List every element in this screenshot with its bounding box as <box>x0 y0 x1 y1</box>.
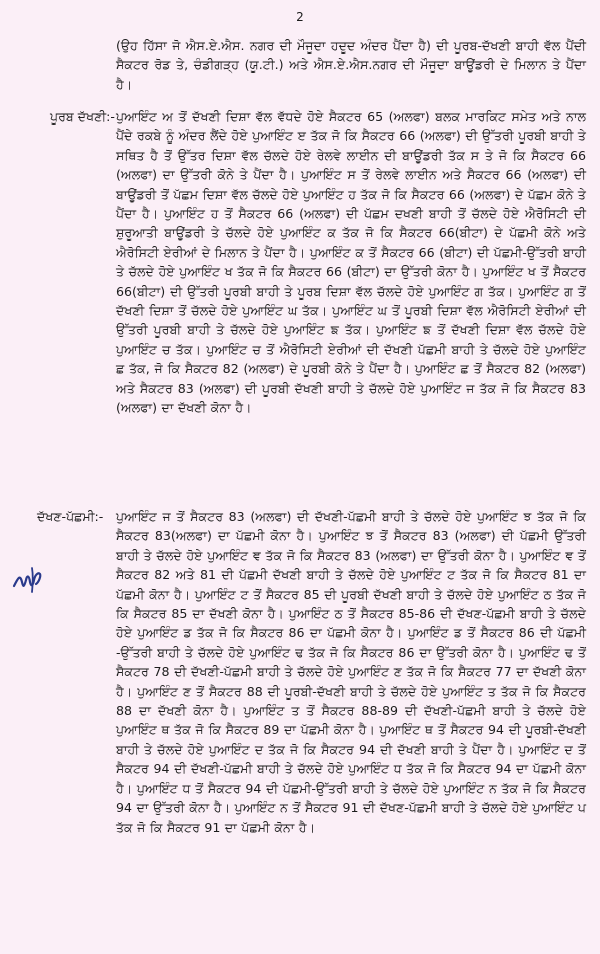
east-section-paragraph: ਪੁਆਇੰਟ ਅ ਤੋਂ ਦੱਖਣੀ ਦਿਸ਼ਾ ਵੱਲ ਵੱਧਦੇ ਹੋਏ ਸੈਕਟਰ 65 (ਅਲਫਾ) ਬਲਕ ਮਾਰਕਿਟ ਸਮੇਤ ਅਤੇ ਨਾਲ ਪੈਂਦੇ ਰਕਬੇ ਨੂੰ ਅੰਦਰ ਲੈਂਦੇ ਹੋਏ ਪੁਆਇੰਟ ੲ ਤੱਕ ਜੋ ਕਿ ਸੈਕਟਰ 66 (ਅਲਫਾ) ਦੀ ਉੱਤਰੀ ਪੂਰਬੀ ਬਾਹੀ ਤੇ ਸਥਿਤ ਹੈ ਤੋਂ ਉੱਤਰ ਦਿਸ਼ਾ ਵੱਲ ਚੱਲਦੇ ਹੋਏ ਰੇਲਵੇ ਲਾਈਨ ਦੀ ਬਾਊਂਡਰੀ ਤੱਕ ਸ ਤੇ ਜੋ ਕਿ ਸੈਕਟਰ 66 (ਅਲਫਾ) ਦਾ ਉੱਤਰੀ ਕੋਨੇ ਤੇ ਪੈਂਦਾ ਹੈ। ਪੁਆਇੰਟ ਸ ਤੋਂ ਰੇਲਵੇ ਲਾਈਨ ਅਤੇ ਸੈਕਟਰ 66 (ਅਲਫਾ) ਦੀ ਬਾਊਂਡਰੀ ਤੋਂ ਪੱਛਮ ਦਿਸ਼ਾ ਵੱਲ ਚੱਲਦੇ ਹੋਏ ਪੁਆਇੰਟ ਹ ਤੱਕ ਜੋ ਕਿ ਸੈਕਟਰ 66 (ਅਲਫਾ) ਦੇ ਪੱਛਮ ਕੋਨੇ ਤੇ ਪੈਂਦਾ ਹੈ। ਪੁਆਇੰਟ ਹ ਤੋਂ ਸੈਕਟਰ 66 (ਅਲਫਾ) ਦੀ ਪੱਛਮ ਦਖਣੀ ਬਾਹੀ ਤੋਂ ਚੱਲਦੇ ਹੋਏ ਐਰੋਸਿਟੀ ਦੀ ਸ਼ੁਰੂਆਤੀ ਬਾਊਂਡਰੀ ਤੇ ਚੱਲਦੇ ਹੋਏ ਪੁਆਇੰਟ ਕ ਤੱਕ ਜੋ ਕਿ ਸੈਕਟਰ 66(ਬੀਟਾ) ਦੇ ਪੱਛਮੀ ਕੋਨੇ ਅਤੇ ਐਰੋਸਿਟੀ ਏਰੀਆਂ ਦੇ ਮਿਲਾਨ ਤੇ ਪੈਂਦਾ ਹੈ। ਪੁਆਇੰਟ ਕ ਤੋਂ ਸੈਕਟਰ 66 (ਬੀਟਾ) ਦੀ ਪੱਛਮੀ-ਉੱਤਰੀ ਬਾਹੀ ਤੇ ਚੱਲਦੇ ਹੋਏ ਪੁਆਇੰਟ ਖ ਤੱਕ ਜੋ ਕਿ ਸੈਕਟਰ 66 (ਬੀਟਾ) ਦਾ ਉੱਤਰੀ ਕੋਨਾ ਹੈ। ਪੁਆਇੰਟ ਖ ਤੋਂ ਸੈਕਟਰ 66(ਬੀਟਾ) ਦੀ ਉੱਤਰੀ ਪੂਰਬੀ ਬਾਹੀ ਤੇ ਪੂਰਬ ਦਿਸ਼ਾ ਵੱਲ ਚੱਲਦੇ ਹੋਏ ਪੁਆਇੰਟ ਗ ਤੱਕ। ਪੁਆਇੰਟ ਗ ਤੋਂ ਦੱਖਣੀ ਦਿਸ਼ਾ ਤੋਂ ਚੱਲਦੇ ਹੋਏ ਪੁਆਇੰਟ ਘ ਤੱਕ। ਪੁਆਇੰਟ ਘ ਤੋਂ ਪੂਰਬੀ ਦਿਸ਼ਾ ਵੱਲ ਐਰੋਸਿਟੀ ਏਰੀਆਂ ਦੀ ਉੱਤਰੀ ਪੂਰਬੀ ਬਾਹੀ ਤੇ ਚੱਲਦੇ ਹੋਏ ਪੁਆਇੰਟ ਙ ਤੱਕ। ਪੁਆਇੰਟ ਙ ਤੋਂ ਦੱਖਣੀ ਦਿਸ਼ਾ ਵੱਲ ਚੱਲਦੇ ਹੋਏ ਪੁਆਇੰਟ ਚ ਤੱਕ। ਪੁਆਇੰਟ ਚ ਤੋਂ ਐਰੋਸਿਟੀ ਏਰੀਆਂ ਦੀ ਦੱਖਣੀ ਪੱਛਮੀ ਬਾਹੀ ਤੇ ਚੱਲਦੇ ਹੋਏ ਪੁਆਇੰਟ ਛ ਤੱਕ, ਜੋ ਕਿ ਸੈਕਟਰ 82 (ਅਲਫਾ) ਦੇ ਪੂਰਬੀ ਕੋਨੇ ਤੇ ਪੈਂਦਾ ਹੈ। ਪੁਆਇੰਟ ਛ ਤੋਂ ਸੈਕਟਰ 82 (ਅਲਫਾ) ਅਤੇ ਸੈਕਟਰ 83 (ਅਲਫਾ) ਦੀ ਪੂਰਬੀ ਦੱਖਣੀ ਬਾਹੀ ਤੇ ਚੱਲਦੇ ਹੋਏ ਪੁਆਇੰਟ ਜ ਤੱਕ ਜੋ ਕਿ ਸੈਕਟਰ 83 (ਅਲਫਾ) ਦਾ ਦੱਖਣੀ ਕੋਨਾ ਹੈ। <box>116 109 586 416</box>
intro-paragraph: (ਉਹ ਹਿੱਸਾ ਜੋ ਐਸ.ਏ.ਐਸ. ਨਗਰ ਦੀ ਮੌਜੂਦਾ ਹਦੂਦ ਅੰਦਰ ਪੈਂਦਾ ਹੈ) ਦੀ ਪੂਰਬ-ਦੱਖਣੀ ਬਾਹੀ ਵੱਲ ਪੈਂਦੀ ਸੈਕਟਰ ਰੋਡ ਤੇ, ਚੰਡੀਗੜ੍ਹ (ਯੂ.ਟੀ.) ਅਤੇ ਐਸ.ਏ.ਐਸ.ਨਗਰ ਦੀ ਮੌਜੂਦਾ ਬਾਊਂਡਰੀ ਦੇ ਮਿਲਾਨ ਤੇ ਪੈਂਦਾ ਹੈ। <box>116 38 586 92</box>
signature-icon <box>10 560 50 600</box>
east-section-heading: ਪੂਰਬ ਦੱਖਣੀ:- <box>50 109 115 124</box>
south-west-section-heading: ਦੱਖਣ-ਪੱਛਮੀ:- <box>37 509 104 524</box>
page-number: 2 <box>296 10 304 24</box>
south-west-section-paragraph: ਪੁਆਇੰਟ ਜ ਤੋਂ ਸੈਕਟਰ 83 (ਅਲਫਾ) ਦੀ ਦੱਖਣੀ-ਪੱਛਮੀ ਬਾਹੀ ਤੇ ਚੱਲਦੇ ਹੋਏ ਪੁਆਇੰਟ ਝ ਤੱਕ ਜੋ ਕਿ ਸੈਕਟਰ 83(ਅਲਫਾ) ਦਾ ਪੱਛਮੀ ਕੋਨਾ ਹੈ। ਪੁਆਇੰਟ ਝ ਤੋਂ ਸੈਕਟਰ 83 (ਅਲਫਾ) ਦੀ ਪੱਛਮੀ ਉੱਤਰੀ ਬਾਹੀ ਤੇ ਚੱਲਦੇ ਹੋਏ ਪੁਆਇੰਟ ਞ ਤੱਕ ਜੋ ਕਿ ਸੈਕਟਰ 83 (ਅਲਫਾ) ਦਾ ਉੱਤਰੀ ਕੋਨਾ ਹੈ। ਪੁਆਇੰਟ ਞ ਤੋਂ ਸੈਕਟਰ 82 ਅਤੇ 81 ਦੀ ਪੱਛਮੀ ਦੱਖਣੀ ਬਾਹੀ ਤੇ ਚੱਲਦੇ ਹੋਏ ਪੁਆਇੰਟ ਟ ਤੱਕ ਜੋ ਕਿ ਸੈਕਟਰ 81 ਦਾ ਪੱਛਮੀ ਕੋਨਾ ਹੈ। ਪੁਆਇੰਟ ਟ ਤੋਂ ਸੈਕਟਰ 85 ਦੀ ਪੂਰਬੀ ਦੱਖਣੀ ਬਾਹੀ ਤੇ ਚੱਲਦੇ ਹੋਏ ਪੁਆਇੰਟ ਠ ਤੱਕ ਜੋ ਕਿ ਸੈਕਟਰ 85 ਦਾ ਦੱਖਣੀ ਕੋਨਾ ਹੈ। ਪੁਆਇੰਟ ਠ ਤੋਂ ਸੈਕਟਰ 85-86 ਦੀ ਦੱਖਣ-ਪੱਛਮੀ ਬਾਹੀ ਤੇ ਚੱਲਦੇ ਹੋਏ ਪੁਆਇੰਟ ਡ ਤੱਕ ਜੋ ਕਿ ਸੈਕਟਰ 86 ਦਾ ਪੱਛਮੀ ਕੋਨਾ ਹੈ। ਪੁਆਇੰਟ ਡ ਤੋਂ ਸੈਕਟਰ 86 ਦੀ ਪੱਛਮੀ -ਉੱਤਰੀ ਬਾਹੀ ਤੇ ਚੱਲਦੇ ਹੋਏ ਪੁਆਇੰਟ ਢ ਤੱਕ ਜੋ ਕਿ ਸੈਕਟਰ 86 ਦਾ ਉੱਤਰੀ ਕੋਨਾ ਹੈ। ਪੁਆਇੰਟ ਢ ਤੋਂ ਸੈਕਟਰ 78 ਦੀ ਦੱਖਣੀ-ਪੱਛਮੀ ਬਾਹੀ ਤੇ ਚੱਲਦੇ ਹੋਏ ਪੁਆਇੰਟ ਣ ਤੱਕ ਜੋ ਕਿ ਸੈਕਟਰ 77 ਦਾ ਦੱਖਣੀ ਕੋਨਾ ਹੈ। ਪੁਆਇੰਟ ਣ ਤੋਂ ਸੈਕਟਰ 88 ਦੀ ਪੂਰਬੀ-ਦੱਖਣੀ ਬਾਹੀ ਤੇ ਚੱਲਦੇ ਹੋਏ ਪੁਆਇੰਟ ਤ ਤੱਕ ਜੋ ਕਿ ਸੈਕਟਰ 88 ਦਾ ਦੱਖਣੀ ਕੋਨਾ ਹੈ। ਪੁਆਇੰਟ ਤ ਤੋਂ ਸੈਕਟਰ 88-89 ਦੀ ਦੱਖਣੀ-ਪੱਛਮੀ ਬਾਹੀ ਤੇ ਚੱਲਦੇ ਹੋਏ ਪੁਆਇੰਟ ਥ ਤੱਕ ਜੋ ਕਿ ਸੈਕਟਰ 89 ਦਾ ਪੱਛਮੀ ਕੋਨਾ ਹੈ। ਪੁਆਇੰਟ ਥ ਤੋਂ ਸੈਕਟਰ 94 ਦੀ ਪੂਰਬੀ-ਦੱਖਣੀ ਬਾਹੀ ਤੇ ਚੱਲਦੇ ਹੋਏ ਪੁਆਇੰਟ ਦ ਤੱਕ ਜੋ ਕਿ ਸੈਕਟਰ 94 ਦੀ ਦੱਖਣੀ ਬਾਹੀ ਤੇ ਪੈਂਦਾ ਹੈ। ਪੁਆਇੰਟ ਦ ਤੋਂ ਸੈਕਟਰ 94 ਦੀ ਦੱਖਣੀ-ਪੱਛਮੀ ਬਾਹੀ ਤੇ ਚੱਲਦੇ ਹੋਏ ਪੁਆਇੰਟ ਧ ਤੱਕ ਜੋ ਕਿ ਸੈਕਟਰ 94 ਦਾ ਪੱਛਮੀ ਕੋਨਾ ਹੈ। ਪੁਆਇੰਟ ਧ ਤੋਂ ਸੈਕਟਰ 94 ਦੀ ਪੱਛਮੀ-ਉੱਤਰੀ ਬਾਹੀ ਤੇ ਚੱਲਦੇ ਹੋਏ ਪੁਆਇੰਟ ਨ ਤੱਕ ਜੋ ਕਿ ਸੈਕਟਰ 94 ਦਾ ਉੱਤਰੀ ਕੋਨਾ ਹੈ। ਪੁਆਇੰਟ ਨ ਤੋਂ ਸੈਕਟਰ 91 ਦੀ ਦੱਖਣ-ਪੱਛਮੀ ਬਾਹੀ ਤੇ ਚੱਲਦੇ ਹੋਏ ਪੁਆਇੰਟ ਪ ਤੱਕ ਜੋ ਕਿ ਸੈਕਟਰ 91 ਦਾ ਪੱਛਮੀ ਕੋਨਾ ਹੈ। <box>116 509 586 835</box>
